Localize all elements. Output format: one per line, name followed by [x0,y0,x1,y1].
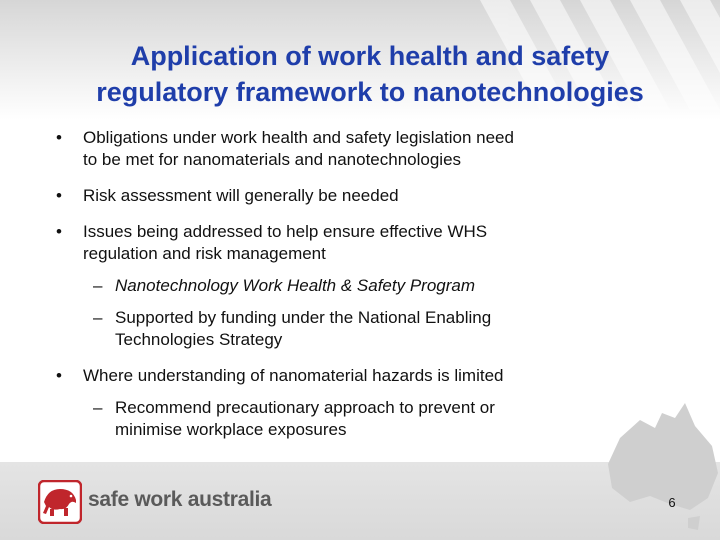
bullet-marker: • [56,222,62,241]
bullet-text: Obligations under work health and safety legislation need [83,128,514,147]
bullet-text: to be met for nanomaterials and nanotechnologies [83,150,462,169]
bullet-marker: • [56,128,62,147]
bullet-obligations [56,127,656,171]
subbullet-marker: – [93,276,103,295]
title-line-1: Application of work health and safety [130,41,610,71]
subbullet-marker: – [93,398,103,417]
subbullet-funding [93,307,656,351]
bullet-issues [56,221,656,265]
bullet-list [56,127,656,455]
bullet-text: Where understanding of nanomaterial hazards is limited [83,366,504,385]
subbullet-text: Supported by funding under the National Enabling [115,308,492,327]
bullet-understanding [56,365,656,387]
bullet-marker: • [56,186,62,205]
subbullet-text: Technologies Strategy [115,330,283,349]
subbullet-text: Nanotechnology Work Health & Safety Program [115,276,476,295]
bullet-text: Issues being addressed to help ensure effective WHS [83,222,488,241]
subbullet-precautionary [93,397,656,441]
bullet-marker: • [56,366,62,385]
platypus-logo-icon [38,480,82,524]
slide-title [40,38,700,110]
page-number: 6 [668,495,676,510]
logo-wordmark: safe work australia [88,488,272,511]
bullet-text: Risk assessment will generally be needed [83,186,399,205]
subbullet-text: Recommend precautionary approach to prevent or [115,398,495,417]
subbullet-program [93,275,656,297]
subbullet-text: minimise workplace exposures [115,420,347,439]
title-line-2: regulatory framework to nanotechnologies [96,77,644,107]
subbullet-marker: – [93,308,103,327]
safe-work-australia-logo [38,480,298,524]
bullet-text: regulation and risk management [83,244,326,263]
bullet-risk-assessment [56,185,656,207]
